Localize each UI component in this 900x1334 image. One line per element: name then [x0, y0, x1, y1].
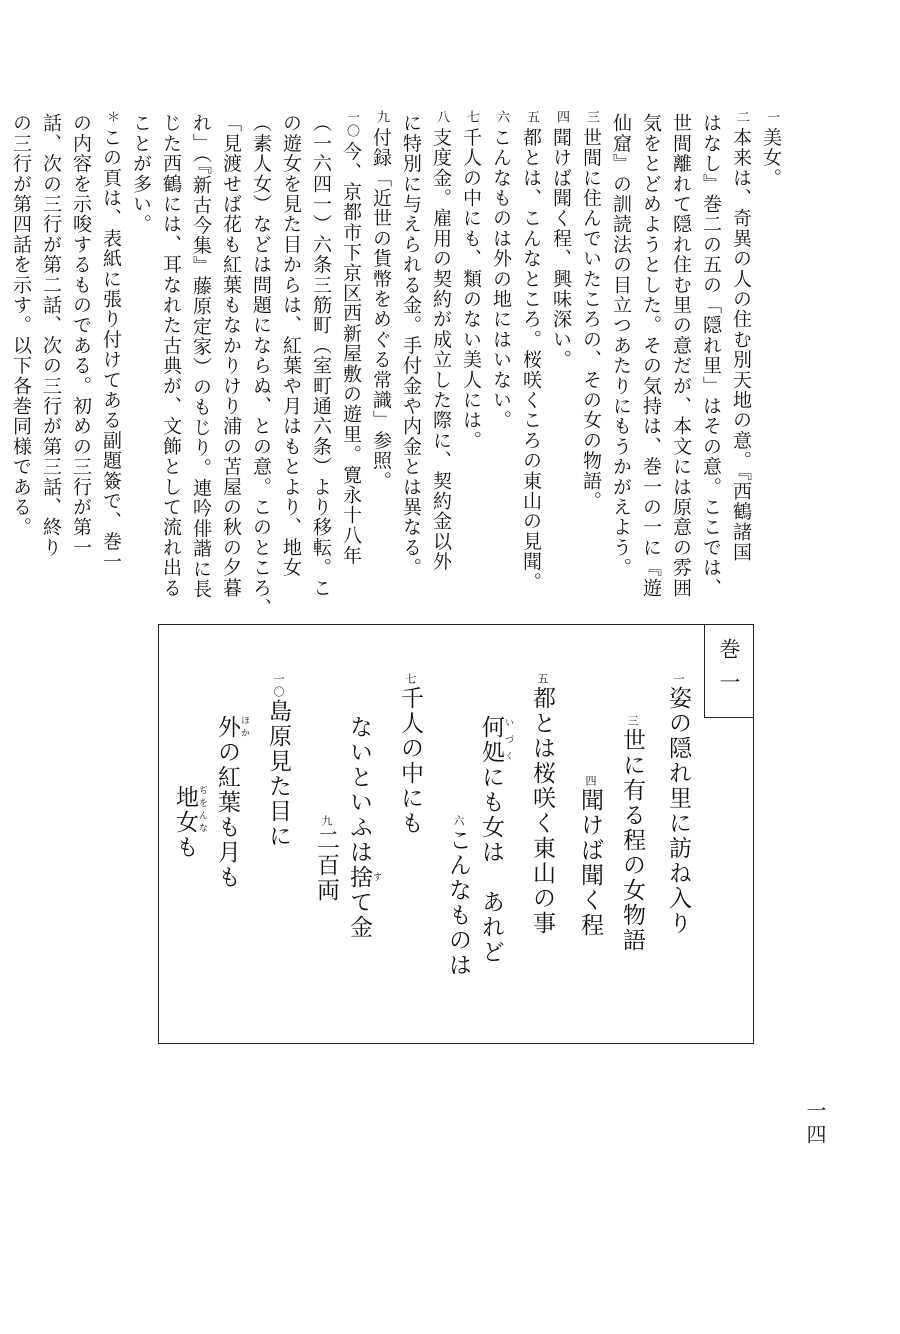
note-line: （一六四一）六条三筋町（室町通六条）より移転。こ [310, 113, 332, 598]
slip-line: 五都とは桜咲く東山の事 [529, 673, 555, 936]
note-line: 七千人の中にも、類のない美人には。 [460, 110, 482, 451]
note-line: 一〇今、京都市下京区西新屋敷の遊里。寛永十八年 [340, 110, 362, 566]
note-line: （素人女）などは問題にならぬ、との意。このところ、 [250, 113, 272, 618]
slip-line: 九二百両 [313, 815, 339, 903]
note-line: 話、次の三行が第二話、次の三行が第三話、終り [40, 113, 62, 558]
note-line: 三世間に住んでいたころの、その女の物語。 [580, 110, 602, 512]
note-line: 世間離れて隠れ住む里の意だが、本文には原意の雰囲 [670, 113, 692, 598]
note-line: 一美女。 [760, 110, 782, 188]
note-line: 「見渡せば花も紅葉もなかりけり浦の苫屋の秋の夕暮 [220, 113, 242, 598]
note-line: 八支度金。雇用の契約が成立した際に、契約金以外 [430, 110, 452, 572]
slip-line: 六こんなものは [445, 815, 471, 978]
note-line: 二本来は、奇異の人の住む別天地の意。『西鶴諸国 [730, 110, 752, 563]
slip-line: 外 ほかの紅葉も月も [214, 715, 249, 890]
slip-line: 七千人の中にも [397, 673, 423, 836]
note-line: 気をとどめようとした。その気持は、巻一の一に『遊 [640, 113, 662, 598]
title-slip-box [158, 624, 754, 1044]
note-line: ＊この頁は、表紙に張り付けてある副題簽で、巻一 [100, 110, 122, 572]
volume-label: 巻一 [704, 625, 753, 718]
page-number: 一四 [803, 1100, 827, 1148]
note-line: の三行が第四話を示す。以下各巻同様である。 [10, 113, 32, 538]
slip-line: 地女 ぢをんなも [172, 785, 207, 860]
note-line: れ」（『新古今集』藤原定家）のもじり。連吟俳諧に長 [190, 113, 212, 599]
note-line: はなし』巻二の五の「隠れ里」はその意。ここでは、 [700, 113, 722, 598]
note-line: 仙窟』の訓読法の目立つあたりにもうかがえよう。 [610, 113, 632, 578]
slip-line: 一姿の隠れ里に訪ね入り [665, 673, 691, 936]
note-line: 九付録「近世の貨幣をめぐる常識」参照。 [370, 110, 392, 491]
slip-line: 一〇島原見た目に [265, 673, 291, 849]
note-line: 六こんなものは外の地にはいない。 [490, 110, 512, 431]
slip-line: 三世に有る程の女物語 [619, 715, 645, 953]
note-line: の遊女を見た目からは、紅葉や月はもとより、地女 [280, 113, 302, 578]
note-line: の内容を示唆するものである。初めの三行が第一 [70, 113, 92, 558]
note-line: じた西鶴には、耳なれた古典が、文飾として流れ出る [160, 113, 182, 598]
notes-section [10, 110, 782, 630]
slip-line: 四聞けば聞く程 [577, 775, 603, 938]
slip-line: 何処 いづくにも女は あれど [478, 715, 513, 965]
note-line: 四聞けば聞く程、興味深い。 [550, 110, 572, 370]
note-line: ことが多い。 [130, 113, 152, 235]
note-line: に特別に与えられる金。手付金や内金とは異なる。 [400, 113, 422, 578]
slip-line: ないといふは捨 すて金 [346, 715, 381, 940]
note-line: 五都とは、こんなところ。桜咲くころの東山の見聞。 [520, 110, 542, 592]
